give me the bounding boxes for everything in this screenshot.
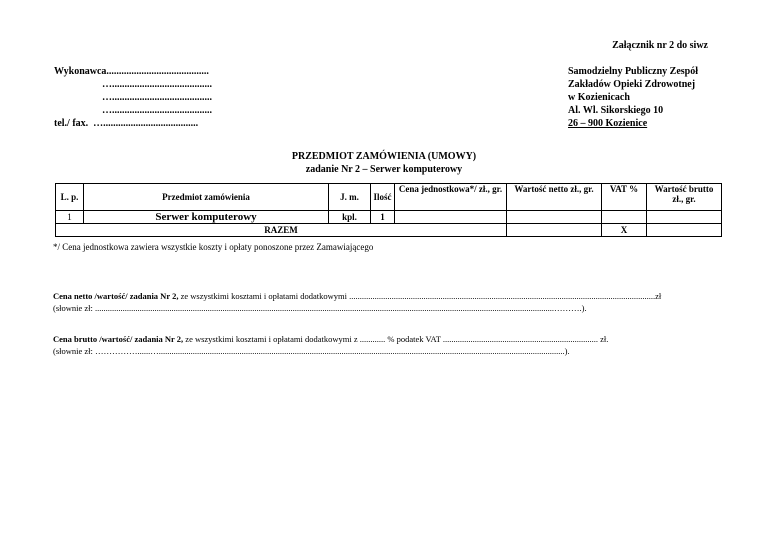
items-table <box>55 183 722 237</box>
contractor-label: Wykonawca......................................... <box>54 66 209 77</box>
annex-label: Załącznik nr 2 do siwz <box>612 40 708 51</box>
recipient-postal: 26 – 900 Kozienice <box>568 118 648 129</box>
gross-price-label: Cena brutto /wartość/ zadania Nr 2, <box>53 334 184 344</box>
recipient-line: Samodzielny Publiczny Zespół <box>568 66 699 77</box>
cell-unit-price <box>395 211 507 224</box>
header-unit-price: Cena jednostkowa*/ zł., gr. <box>395 184 507 211</box>
subject-subtitle: zadanie Nr 2 – Serwer komputerowy <box>305 164 463 175</box>
contractor-line: …........................................ <box>102 92 212 103</box>
net-price-text: ze wszystkimi kosztami i opłatami dodatkowymi ................................................................................................................................................zł <box>178 291 662 301</box>
net-price-line <box>53 290 661 302</box>
gross-price-words: (słownie zł: ……………......…...............................................................................................................................................................................................). <box>53 346 570 356</box>
gross-price-text: ze wszystkimi kosztami i opłatami dodatkowymi z ............ % podatek VAT ......................................................................... zł. <box>183 334 609 344</box>
footnote: */ Cena jednostkowa zawiera wszystkie koszty i opłaty ponoszone przez Zamawiającego <box>53 242 374 252</box>
gross-price-line <box>53 333 608 345</box>
cell-gross-value <box>647 211 722 224</box>
header-vat: VAT % <box>602 184 647 211</box>
net-price-words: (słownie zł: ........................................................................................................................................................................................................................……….). <box>53 303 587 313</box>
contractor-line: …........................................ <box>102 79 212 90</box>
recipient-line: Zakładów Opieki Zdrowotnej <box>568 79 696 90</box>
contractor-block <box>54 65 212 130</box>
recipient-block <box>568 65 698 130</box>
table-total-row <box>56 224 722 237</box>
recipient-line: w Kozienicach <box>568 92 630 103</box>
subject-heading <box>0 150 768 176</box>
cell-net-value <box>507 211 602 224</box>
table-header-row <box>56 184 722 211</box>
cell-qty: 1 <box>371 211 395 224</box>
table-row <box>56 211 722 224</box>
header-item: Przedmiot zamówienia <box>84 184 329 211</box>
subject-title: PRZEDMIOT ZAMÓWIENIA (UMOWY) <box>291 151 477 162</box>
total-gross <box>647 224 722 237</box>
tel-dots: …...................................... <box>93 118 199 129</box>
contractor-line: …........................................ <box>102 105 212 116</box>
tel-label: tel./ fax. <box>54 118 89 129</box>
header-net-value: Wartość netto zł., gr. <box>507 184 602 211</box>
total-vat: X <box>602 224 647 237</box>
header-unit: J. m. <box>329 184 371 211</box>
cell-lp: 1 <box>56 211 84 224</box>
total-label: RAZEM <box>56 224 507 237</box>
net-price-label: Cena netto /wartość/ zadania Nr 2, <box>53 291 179 301</box>
recipient-line: Al. Wl. Sikorskiego 10 <box>568 105 664 116</box>
gross-price-block <box>53 333 608 357</box>
cell-vat <box>602 211 647 224</box>
cell-unit: kpl. <box>329 211 371 224</box>
header-gross-value: Wartość brutto zł., gr. <box>647 184 722 211</box>
net-price-block <box>53 290 661 314</box>
contractor-tel <box>54 117 212 130</box>
total-net <box>507 224 602 237</box>
cell-item: Serwer komputerowy <box>84 211 329 224</box>
header-qty: Ilość <box>371 184 395 211</box>
header-lp: L. p. <box>56 184 84 211</box>
